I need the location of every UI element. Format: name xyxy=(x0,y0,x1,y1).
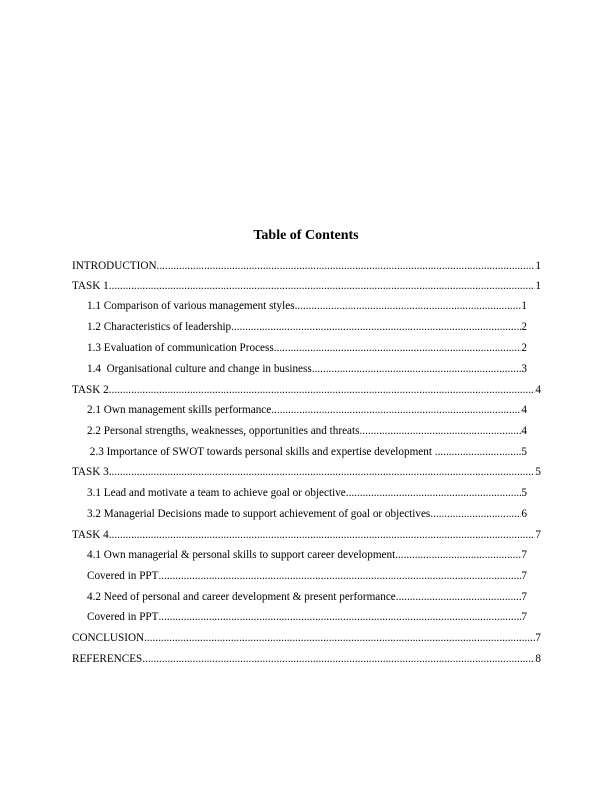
toc-entry-label: 2.3 Importance of SWOT towards personal skills and expertise development xyxy=(87,446,435,458)
toc-entry-label: REFERENCES xyxy=(72,653,143,665)
toc-entry-label: Covered in PPT xyxy=(87,570,159,582)
toc-dot-leader xyxy=(144,631,535,645)
toc-dot-leader xyxy=(231,320,521,334)
toc-entry-label: 2.2 Personal strengths, weaknesses, opportunities and threats xyxy=(87,425,360,437)
toc-entry-page: 2 xyxy=(521,321,527,333)
toc-title: Table of Contents xyxy=(253,228,359,243)
toc-dot-leader xyxy=(158,569,521,583)
toc-entry-references[interactable] xyxy=(72,652,541,666)
toc-dot-leader xyxy=(395,548,521,562)
toc-entry-4-1[interactable] xyxy=(87,548,527,562)
toc-dot-leader xyxy=(158,610,521,624)
toc-dot-leader xyxy=(109,465,536,479)
toc-entry-1-4[interactable] xyxy=(87,362,527,376)
toc-entry-label: 3.1 Lead and motivate a team to achieve goal or objective xyxy=(87,487,346,499)
toc-entry-page: 4 xyxy=(521,425,527,437)
toc-dot-leader xyxy=(430,507,521,521)
toc-entry-label: 3.2 Managerial Decisions made to support achievement of goal or objectives xyxy=(87,508,431,520)
toc-entry-page: 6 xyxy=(521,508,527,520)
toc-dot-leader xyxy=(109,279,536,293)
toc-entry-2-2[interactable] xyxy=(87,424,527,438)
toc-dot-leader xyxy=(396,590,522,604)
toc-entry-label: Covered in PPT xyxy=(87,611,159,623)
toc-entry-label: TASK 4 xyxy=(72,529,109,541)
toc-entry-page: 7 xyxy=(521,549,527,561)
toc-dot-leader xyxy=(142,652,535,666)
toc-dot-leader xyxy=(312,362,522,376)
toc-entry-page: 5 xyxy=(535,466,541,478)
toc-entry-1-2[interactable] xyxy=(87,320,527,334)
toc-entry-1-1[interactable] xyxy=(87,299,527,313)
toc-entry-introduction[interactable] xyxy=(72,259,541,273)
toc-entry-page: 2 xyxy=(521,342,527,354)
toc-entry-label: 2.1 Own management skills performance xyxy=(87,404,272,416)
toc-entry-1-3[interactable] xyxy=(87,341,527,355)
toc-entry-page: 7 xyxy=(521,591,527,603)
toc-entry-page: 7 xyxy=(521,570,527,582)
toc-entry-3-2[interactable] xyxy=(87,507,527,521)
toc-dot-leader xyxy=(346,486,522,500)
toc-entry-label: 4.1 Own managerial & personal skills to support career development xyxy=(87,549,396,561)
toc-entry-page: 7 xyxy=(535,632,541,644)
toc-dot-leader xyxy=(295,299,522,313)
toc-dot-leader xyxy=(109,383,536,397)
toc-dot-leader xyxy=(157,259,536,273)
toc-entry-label: 1.1 Comparison of various management styles xyxy=(87,300,295,312)
toc-entry-covered-in-ppt-1[interactable] xyxy=(87,569,527,583)
toc-entry-page: 4 xyxy=(521,404,527,416)
toc-entry-covered-in-ppt-2[interactable] xyxy=(87,610,527,624)
toc-entry-label: INTRODUCTION xyxy=(72,260,157,272)
toc-dot-leader xyxy=(271,403,521,417)
toc-entry-label: 1.3 Evaluation of communication Process xyxy=(87,342,274,354)
toc-entry-page: 7 xyxy=(521,611,527,623)
toc-entry-label: 1.2 Characteristics of leadership xyxy=(87,321,232,333)
toc-entry-conclusion[interactable] xyxy=(72,631,541,645)
toc-entry-label: 1.4 Organisational culture and change in business xyxy=(87,363,312,375)
toc-entry-page: 8 xyxy=(535,653,541,665)
toc-entry-2-1[interactable] xyxy=(87,403,527,417)
toc-entry-page: 7 xyxy=(535,529,541,541)
toc-entry-page: 1 xyxy=(521,300,527,312)
toc-entry-task-3[interactable] xyxy=(72,465,541,479)
toc-dot-leader xyxy=(435,445,522,459)
toc-entry-4-2[interactable] xyxy=(87,590,527,604)
toc-entry-page: 5 xyxy=(521,446,527,458)
toc-entry-page: 5 xyxy=(521,487,527,499)
toc-dot-leader xyxy=(274,341,522,355)
toc-entry-label: CONCLUSION xyxy=(72,632,145,644)
toc-entry-2-3[interactable] xyxy=(87,445,527,459)
toc-entry-task-4[interactable] xyxy=(72,528,541,542)
toc-entry-task-2[interactable] xyxy=(72,383,541,397)
toc-entry-page: 4 xyxy=(535,384,541,396)
toc-entry-label: TASK 2 xyxy=(72,384,109,396)
toc-dot-leader xyxy=(109,528,536,542)
toc-entry-page: 1 xyxy=(535,280,541,292)
toc-entry-label: TASK 3 xyxy=(72,466,109,478)
toc-entry-label: TASK 1 xyxy=(72,280,109,292)
toc-entry-3-1[interactable] xyxy=(87,486,527,500)
toc-dot-leader xyxy=(360,424,522,438)
toc-entry-page: 3 xyxy=(521,363,527,375)
toc-entry-page: 1 xyxy=(535,260,541,272)
toc-entry-task-1[interactable] xyxy=(72,279,541,293)
toc-entry-label: 4.2 Need of personal and career development & present performance xyxy=(87,591,396,603)
